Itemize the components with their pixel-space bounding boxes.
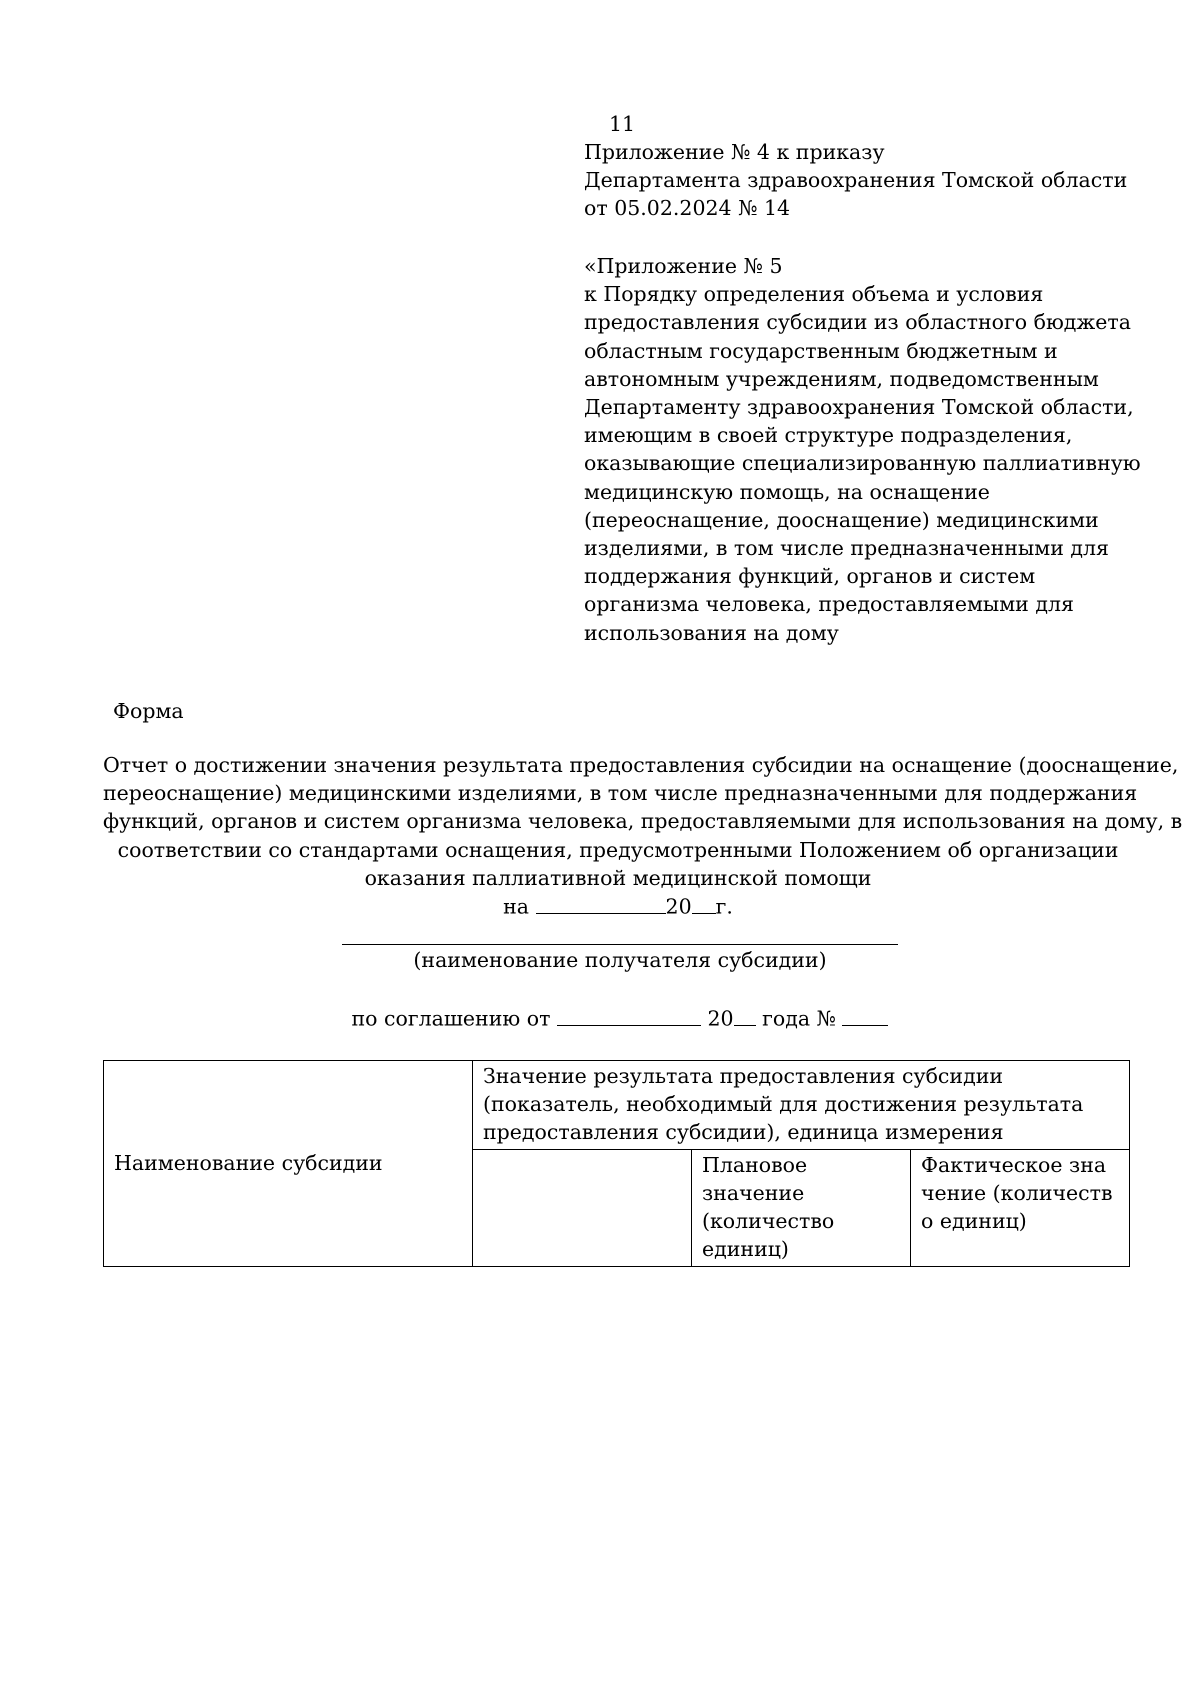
agreement-suffix: года № xyxy=(762,1006,836,1031)
annex-header-line: Департамента здравоохранения Томской области xyxy=(584,168,1128,192)
annex-header xyxy=(584,138,1144,222)
report-table xyxy=(103,1060,1130,1267)
report-date-line xyxy=(103,892,1133,921)
report-title xyxy=(103,751,1183,921)
report-title-line: соответствии со стандартами оснащения, предусмотренными Положением об организации xyxy=(117,837,1119,862)
annex-text: к Порядку определения объема и условия предоставления субсидии из областного бюджета областным государственным бюджетным и автономным учреждениям, подведомственным Департаменту здравоохранения Томской области, имеющим в своей структуре подразделения, оказывающие специализированную паллиативную медицинскую помощь, на оснащение (переоснащение, дооснащение) медицинскими изделиями, в том числе предназначенными для поддержания функций, органов и систем организма человека, предоставляемыми для использования на дому xyxy=(584,282,1141,645)
report-title-line: оказания паллиативной медицинской помощи xyxy=(364,865,872,890)
report-date-prefix: на xyxy=(503,894,529,919)
annex-header-line: от 05.02.2024 № 14 xyxy=(584,196,791,220)
form-label: Форма xyxy=(113,699,184,723)
report-title-line: переоснащение) медицинскими изделиями, в том числе предназначенными для поддержания xyxy=(103,781,1138,806)
agreement-year-blank-field[interactable] xyxy=(734,1004,756,1026)
recipient-caption: (наименование получателя субсидии) xyxy=(413,948,827,972)
table-header-row xyxy=(104,1061,1130,1150)
annex-block xyxy=(584,252,1144,647)
annex-title: «Приложение № 5 xyxy=(584,254,783,278)
agreement-prefix: по соглашению от xyxy=(351,1006,551,1031)
agreement-date-blank-field[interactable] xyxy=(557,1004,701,1026)
subsidy-name-header: Наименование субсидии xyxy=(104,1061,473,1267)
agreement-number-blank-field[interactable] xyxy=(842,1004,888,1026)
fact-value-header: Фактическое значение (количество единиц) xyxy=(911,1150,1130,1267)
report-date-year: 20 xyxy=(665,894,692,919)
agreement-year: 20 xyxy=(707,1006,734,1031)
result-value-header: Значение результата предоставления субсидии (показатель, необходимый для достижения результата предоставления субсидии), единица измерения xyxy=(473,1061,1130,1150)
recipient-blank-field[interactable] xyxy=(342,944,898,945)
indicator-cell[interactable] xyxy=(473,1150,692,1267)
report-title-line: функций, органов и систем организма человека, предоставляемыми для использования на дому, в xyxy=(103,809,1183,834)
annex-header-line: Приложение № 4 к приказу xyxy=(584,140,885,164)
report-date-suffix: г. xyxy=(715,894,733,919)
year-blank-field[interactable] xyxy=(692,892,716,914)
report-title-line: Отчет о достижении значения результата предоставления субсидии на оснащение (дооснащение, xyxy=(103,753,1179,777)
date-blank-field[interactable] xyxy=(536,892,666,914)
plan-value-header: Плановое значение (количество единиц) xyxy=(692,1150,911,1267)
agreement-line xyxy=(100,1004,1140,1033)
page-number: 11 xyxy=(609,112,636,136)
